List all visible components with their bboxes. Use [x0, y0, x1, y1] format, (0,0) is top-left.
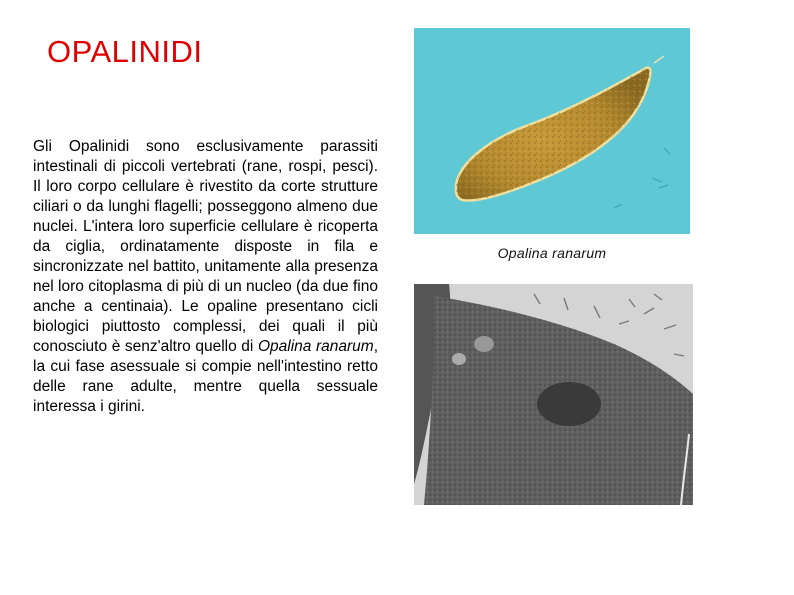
paragraph-species-name: Opalina ranarum [257, 338, 374, 355]
body-paragraph [33, 137, 378, 417]
tem-cell-illustration [414, 284, 693, 505]
slide-title: OPALINIDI [47, 34, 203, 69]
nucleus-shape [537, 382, 601, 426]
opalina-cell-illustration [414, 28, 690, 234]
paragraph-text-after: , la cui fase asessuale si compie nell'intestino retto delle rane adulte, mentre quella sessuale interessa i girini. [33, 338, 378, 415]
image-caption: Opalina ranarum [497, 245, 607, 261]
paragraph-text-before: Gli Opalinidi sono esclusivamente parassiti intestinali di piccoli vertebrati (rane, rospi, pesci). Il loro corpo cellulare è rivestito da corte strutture ciliari o da lunghi flagelli; posseggono almeno due nuclei. L'intera loro superficie cellulare è ricoperta da ciglia, ordinatamente disposte in fila e sincronizzate nel battito, unitamente alla presenza nel loro citoplasma di più di un nucleo (da due fino anche a centinaia). Le opaline presentano cicli biologici piuttosto complessi, dei quali il più conosciuto è senz'altro quello di [33, 138, 378, 355]
light-micrograph-image [414, 28, 690, 234]
electron-micrograph-image [414, 284, 693, 505]
